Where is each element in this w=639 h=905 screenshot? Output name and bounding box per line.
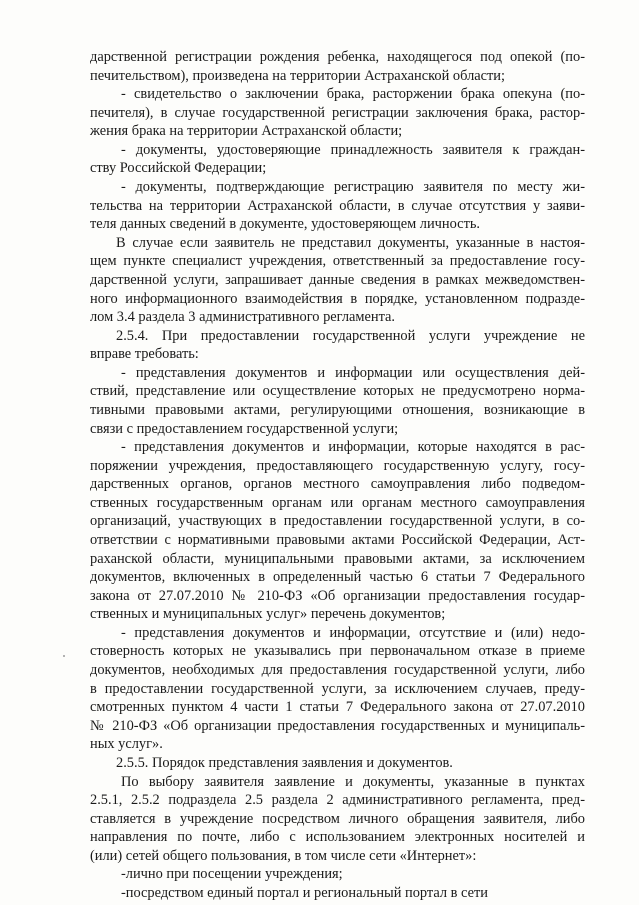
text-line: связи с предоставлением государственной услуги; bbox=[90, 421, 399, 437]
text-line: -посредством единый портал и региональный портал в сети bbox=[121, 885, 488, 901]
text-line: - документы, удостоверяющие принадлежность заявителя к граждан- bbox=[121, 142, 585, 158]
text-line: ответствии с нормативными правовыми актами Российской Федерации, Аст- bbox=[90, 532, 585, 548]
text-line: (или) сетей общего пользования, в том числе сети «Интернет»: bbox=[90, 848, 477, 864]
text-line: ных услуг». bbox=[90, 736, 163, 752]
text-line: ставляется в учреждение посредством личного обращения заявителя, либо bbox=[90, 811, 585, 827]
text-line: щем пункте специалист учреждения, ответственный за предоставление госу- bbox=[90, 253, 585, 269]
text-line: раханской области, муниципальными правовыми актами, за исключением bbox=[90, 551, 585, 567]
text-line: 2.5.4. При предоставлении государственной услуги учреждение не bbox=[116, 328, 585, 344]
text-line: документов, включенных в определенный частью 6 статьи 7 Федерального bbox=[90, 569, 585, 585]
text-line: № 210-ФЗ «Об организации предоставления государственных и муниципаль- bbox=[90, 718, 585, 734]
text-line: стоверность которых не указывались при первоначальном отказе в приеме bbox=[90, 643, 585, 659]
text-line: тивными правовыми актами, регулирующими отношения, возникающие в bbox=[90, 402, 585, 418]
text-line: печителя), в случае государственной регистрации заключения брака, растор- bbox=[90, 105, 585, 121]
text-line: В случае если заявитель не представил документы, указанные в настоя- bbox=[116, 235, 585, 251]
text-line: - документы, подтверждающие регистрацию заявителя по месту жи- bbox=[121, 179, 585, 195]
text-line: организаций, участвующих в предоставлении государственной услуги, в со- bbox=[90, 513, 585, 529]
text-line: - представления документов и информации или осуществления дей- bbox=[121, 365, 585, 381]
text-line: документов, необходимых для предоставления государственной услуги, либо bbox=[90, 662, 585, 678]
text-line: жения брака на территории Астраханской области; bbox=[90, 123, 403, 139]
text-line: 2.5.1, 2.5.2 подраздела 2.5 раздела 2 административного регламента, пред- bbox=[90, 792, 585, 808]
text-line: дарственной услуги, запрашивает данные сведения в рамках межведомствен- bbox=[90, 272, 585, 288]
text-line: дарственной регистрации рождения ребенка, находящегося под опекой (по- bbox=[90, 49, 585, 65]
text-line: ственных и муниципальных услуг» перечень документов; bbox=[90, 606, 446, 622]
text-line: закона от 27.07.2010 № 210-ФЗ «Об организации предоставления государ- bbox=[90, 588, 585, 604]
text-line: - представления документов и информации, которые находятся в рас- bbox=[121, 439, 585, 455]
scan-speck bbox=[63, 655, 65, 657]
text-line: 2.5.5. Порядок представления заявления и документов. bbox=[116, 755, 453, 771]
text-line: лом 3.4 раздела 3 административного регламента. bbox=[90, 309, 396, 325]
text-line: в предоставлении государственной услуги, за исключением случаев, преду- bbox=[90, 681, 585, 697]
text-line: ного информационного взаимодействия в порядке, установленном подразде- bbox=[90, 291, 585, 307]
text-line: теля данных сведений в документе, удостоверяющем личность. bbox=[90, 216, 481, 232]
text-line: ственных государственным органам или органам местного самоуправления bbox=[90, 495, 585, 511]
text-line: - свидетельство о заключении брака, расторжении брака опекуна (по- bbox=[121, 86, 585, 102]
text-line: направления по почте, либо с использованием электронных носителей и bbox=[90, 829, 585, 845]
text-line: вправе требовать: bbox=[90, 346, 199, 362]
text-line: ству Российской Федерации; bbox=[90, 160, 267, 176]
text-line: поряжении учреждения, предоставляющего государственную услугу, госу- bbox=[90, 458, 585, 474]
text-line: -лично при посещении учреждения; bbox=[121, 866, 343, 882]
text-line: смотренных пунктом 4 части 1 статьи 7 Федерального закона от 27.07.2010 bbox=[90, 699, 585, 715]
text-line: По выбору заявителя заявление и документы, указанные в пунктах bbox=[121, 774, 585, 790]
text-line: ствий, представление или осуществление которых не предусмотрено норма- bbox=[90, 383, 585, 399]
text-line: дарственных органов, органов местного самоуправления либо подведом- bbox=[90, 476, 585, 492]
text-line: - представления документов и информации, отсутствие и (или) недо- bbox=[121, 625, 585, 641]
text-line: печительством), произведена на территории Астраханской области; bbox=[90, 68, 506, 84]
text-line: тельства на территории Астраханской области, в случае отсутствия у заяви- bbox=[90, 198, 585, 214]
